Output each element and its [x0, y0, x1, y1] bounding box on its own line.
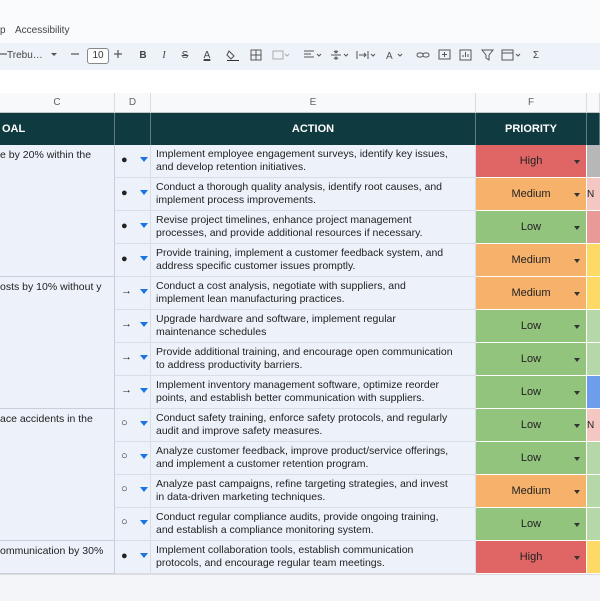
- action-header: ACTION: [151, 113, 476, 145]
- bullet-symbol: →: [121, 351, 132, 363]
- action-cell[interactable]: Revise project timelines, enhance project management processes, and provide additional resources if necessary.: [151, 211, 476, 244]
- bullet-symbol: ●: [121, 220, 128, 232]
- action-cell[interactable]: Analyze past campaigns, refine targeting strategies, and invest in data-driven marketing techniques.: [151, 475, 476, 508]
- dropdown-caret-icon[interactable]: [140, 157, 148, 162]
- dropdown-caret-icon[interactable]: [140, 190, 148, 195]
- insert-comment-icon[interactable]: [438, 49, 452, 66]
- next-column-cell[interactable]: [587, 541, 600, 574]
- priority-dropdown-icon[interactable]: [574, 457, 580, 461]
- bold-button[interactable]: B: [139, 50, 147, 61]
- priority-chip[interactable]: [476, 310, 587, 343]
- italic-button[interactable]: I: [162, 50, 166, 61]
- dropdown-caret-icon[interactable]: [140, 520, 148, 525]
- priority-label: High: [519, 155, 543, 167]
- bullet-symbol: ○: [121, 516, 128, 528]
- merge-cells-icon[interactable]: [272, 49, 290, 66]
- dropdown-caret-icon[interactable]: [140, 256, 148, 261]
- filter-icon[interactable]: [481, 49, 495, 66]
- bullet-select-cell[interactable]: [115, 277, 151, 310]
- bullet-symbol: →: [121, 285, 132, 297]
- bullet-select-cell[interactable]: [115, 244, 151, 277]
- action-cell[interactable]: Implement collaboration tools, establish communication protocols, and encourage regular team meetings.: [151, 541, 476, 574]
- priority-dropdown-icon[interactable]: [574, 292, 580, 296]
- priority-label: Low: [520, 419, 542, 431]
- bullet-select-cell[interactable]: [115, 508, 151, 541]
- font-family-select[interactable]: Trebu…: [7, 50, 43, 61]
- priority-dropdown-icon[interactable]: [574, 226, 580, 230]
- action-cell[interactable]: Conduct regular compliance audits, provide ongoing training, and establish a compliance monitoring system.: [151, 508, 476, 541]
- bullet-symbol: ●: [121, 187, 128, 199]
- priority-chip[interactable]: [476, 277, 587, 310]
- priority-chip[interactable]: [476, 508, 587, 541]
- priority-label: Medium: [511, 485, 551, 497]
- next-column-cell[interactable]: N: [587, 178, 600, 211]
- decrease-font-icon[interactable]: [70, 49, 80, 64]
- text-color-button[interactable]: A: [203, 50, 211, 61]
- priority-chip[interactable]: [476, 244, 587, 277]
- goal-cell[interactable]: e by 20% within the: [0, 145, 115, 277]
- text-rotation-icon[interactable]: [385, 49, 405, 66]
- priority-dropdown-icon[interactable]: [574, 259, 580, 263]
- dropdown-caret-icon[interactable]: [140, 289, 148, 294]
- bullet-select-cell[interactable]: [115, 409, 151, 442]
- next-column-cell[interactable]: [587, 211, 600, 244]
- priority-label: Low: [520, 353, 542, 365]
- insert-chart-icon[interactable]: [459, 49, 473, 66]
- next-header: [587, 113, 600, 145]
- action-cell[interactable]: Conduct a thorough quality analysis, identify root causes, and implement process improvements.: [151, 178, 476, 211]
- next-column-cell[interactable]: [587, 244, 600, 277]
- bullet-symbol: →: [121, 318, 132, 330]
- priority-dropdown-icon[interactable]: [574, 358, 580, 362]
- priority-chip[interactable]: [476, 145, 587, 178]
- dropdown-caret-icon[interactable]: [140, 454, 148, 459]
- next-column-cell[interactable]: [587, 145, 600, 178]
- font-size-input[interactable]: 10: [87, 48, 109, 64]
- menu-help[interactable]: p: [0, 25, 6, 36]
- priority-label: Low: [520, 518, 542, 530]
- strikethrough-button[interactable]: S: [181, 50, 189, 61]
- functions-button[interactable]: Σ: [532, 50, 540, 61]
- menu-accessibility[interactable]: Accessibility: [15, 25, 70, 36]
- action-cell[interactable]: Analyze customer feedback, improve product/service offerings, and implement a customer retention program.: [151, 442, 476, 475]
- next-column-cell[interactable]: [587, 475, 600, 508]
- dropdown-caret-icon[interactable]: [140, 553, 148, 558]
- goal-header: OAL: [0, 113, 115, 145]
- column-header-f[interactable]: F: [476, 93, 587, 113]
- next-column-cell[interactable]: [587, 310, 600, 343]
- priority-header: PRIORITY: [476, 113, 587, 145]
- sheet-tabs-bar: [0, 574, 600, 601]
- priority-chip[interactable]: [476, 442, 587, 475]
- dropdown-caret-icon[interactable]: [140, 355, 148, 360]
- priority-chip[interactable]: [476, 376, 587, 409]
- action-cell[interactable]: Conduct safety training, enforce safety protocols, and regularly audit and improve safety measures.: [151, 409, 476, 442]
- action-cell[interactable]: Provide additional training, and encourage open communication to address productivity barriers.: [151, 343, 476, 376]
- column-header-g[interactable]: [587, 93, 600, 113]
- priority-dropdown-icon[interactable]: [574, 490, 580, 494]
- priority-dropdown-icon[interactable]: [574, 556, 580, 560]
- action-cell[interactable]: Provide training, implement a customer feedback system, and address specific customer issues promptly.: [151, 244, 476, 277]
- goal-cell[interactable]: osts by 10% without y: [0, 277, 115, 409]
- next-column-cell[interactable]: [587, 508, 600, 541]
- next-column-cell[interactable]: [587, 343, 600, 376]
- priority-label: Low: [520, 221, 542, 233]
- priority-label: Medium: [511, 188, 551, 200]
- priority-label: Medium: [511, 287, 551, 299]
- bullet-select-cell[interactable]: [115, 541, 151, 574]
- bullet-select-cell[interactable]: [115, 475, 151, 508]
- priority-dropdown-icon[interactable]: [574, 523, 580, 527]
- bullet-select-cell[interactable]: [115, 211, 151, 244]
- symbol-header: [115, 113, 151, 145]
- column-header-d[interactable]: D: [115, 93, 151, 113]
- priority-chip[interactable]: [476, 211, 587, 244]
- toolbar: [0, 43, 600, 70]
- bullet-select-cell[interactable]: [115, 145, 151, 178]
- priority-chip[interactable]: [476, 541, 587, 574]
- bullet-symbol: ○: [121, 483, 128, 495]
- dropdown-caret-icon[interactable]: [140, 322, 148, 327]
- next-column-cell[interactable]: [587, 376, 600, 409]
- bullet-symbol: →: [121, 384, 132, 396]
- bullet-symbol: ●: [121, 253, 128, 265]
- next-column-cell[interactable]: N: [587, 409, 600, 442]
- fill-color-icon[interactable]: [226, 49, 240, 66]
- bullet-select-cell[interactable]: [115, 376, 151, 409]
- svg-text:A: A: [386, 51, 393, 61]
- dropdown-caret-icon[interactable]: [140, 487, 148, 492]
- text-wrap-icon[interactable]: [356, 49, 378, 66]
- next-column-cell[interactable]: [587, 277, 600, 310]
- column-header-e[interactable]: E: [151, 93, 476, 113]
- action-cell[interactable]: Implement employee engagement surveys, identify key issues, and develop retention initiatives.: [151, 145, 476, 178]
- priority-dropdown-icon[interactable]: [574, 391, 580, 395]
- priority-chip[interactable]: [476, 409, 587, 442]
- dropdown-caret-icon[interactable]: [140, 223, 148, 228]
- vertical-align-icon[interactable]: [330, 49, 350, 66]
- action-cell[interactable]: Conduct a cost analysis, negotiate with suppliers, and implement lean manufacturing practices.: [151, 277, 476, 310]
- priority-label: Medium: [511, 254, 551, 266]
- bullet-select-cell[interactable]: [115, 310, 151, 343]
- bullet-symbol: ●: [121, 154, 128, 166]
- goal-cell[interactable]: ommunication by 30%: [0, 541, 115, 574]
- filter-views-icon[interactable]: [501, 49, 523, 66]
- priority-dropdown-icon[interactable]: [574, 424, 580, 428]
- bullet-symbol: ○: [121, 450, 128, 462]
- bullet-select-cell[interactable]: [115, 442, 151, 475]
- dropdown-caret-icon[interactable]: [140, 421, 148, 426]
- bullet-select-cell[interactable]: [115, 343, 151, 376]
- priority-chip[interactable]: [476, 343, 587, 376]
- insert-link-icon[interactable]: [416, 49, 430, 66]
- next-column-cell[interactable]: [587, 442, 600, 475]
- priority-label: Low: [520, 386, 542, 398]
- bullet-symbol: ●: [121, 550, 128, 562]
- column-header-c[interactable]: C: [0, 93, 115, 113]
- align-left-icon[interactable]: [303, 49, 323, 66]
- priority-label: Low: [520, 452, 542, 464]
- dropdown-caret-icon[interactable]: [140, 388, 148, 393]
- priority-dropdown-icon[interactable]: [574, 160, 580, 164]
- priority-label: Low: [520, 320, 542, 332]
- increase-font-icon[interactable]: [113, 49, 123, 64]
- menu-bar: [0, 0, 600, 43]
- goal-cell[interactable]: ace accidents in the: [0, 409, 115, 541]
- bullet-select-cell[interactable]: [115, 178, 151, 211]
- font-dropdown-icon[interactable]: [50, 49, 58, 64]
- action-cell[interactable]: Upgrade hardware and software, implement regular maintenance schedules: [151, 310, 476, 343]
- borders-icon[interactable]: [250, 49, 262, 66]
- priority-dropdown-icon[interactable]: [574, 193, 580, 197]
- priority-chip[interactable]: [476, 475, 587, 508]
- formula-area: [0, 70, 600, 93]
- priority-label: High: [519, 551, 543, 563]
- priority-dropdown-icon[interactable]: [574, 325, 580, 329]
- priority-chip[interactable]: [476, 178, 587, 211]
- action-cell[interactable]: Implement inventory management software, optimize reorder points, and establish better communication with suppliers.: [151, 376, 476, 409]
- bullet-symbol: ○: [121, 417, 128, 429]
